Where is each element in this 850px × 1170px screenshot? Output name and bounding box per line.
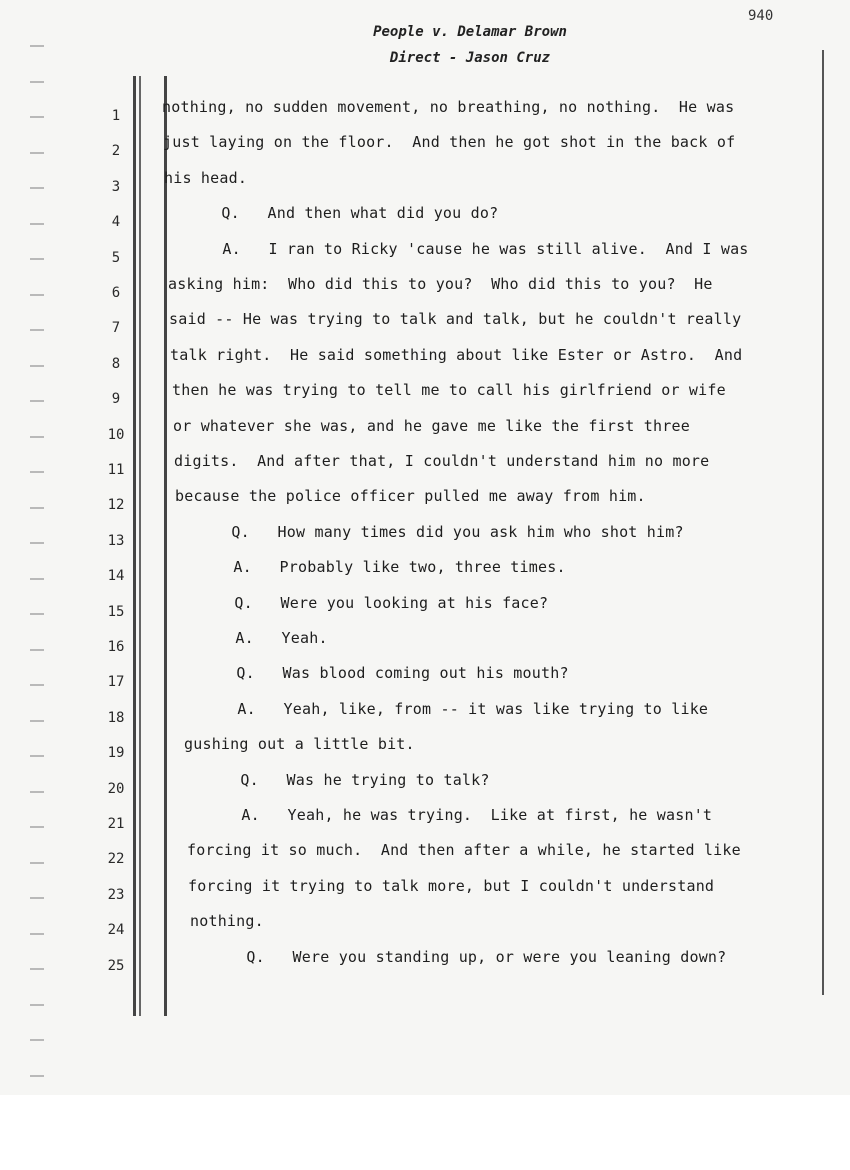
binding-tick <box>30 826 44 828</box>
binding-tick <box>30 329 44 331</box>
transcript-line: A. Probably like two, three times. <box>178 558 566 576</box>
binding-tick <box>30 45 44 47</box>
binding-tick <box>30 755 44 757</box>
line-number: 7 <box>111 320 121 336</box>
binding-tick <box>30 933 44 935</box>
binding-tick <box>30 258 44 260</box>
right-margin-rule <box>822 50 824 995</box>
transcript-line: digits. And after that, I couldn't understand him no more <box>174 452 710 470</box>
line-number: 11 <box>107 462 125 478</box>
line-number: 2 <box>111 143 121 159</box>
line-number: 15 <box>107 604 125 620</box>
transcript-line: A. Yeah. <box>180 629 328 647</box>
binding-tick <box>30 684 44 686</box>
transcript-line: Q. Was he trying to talk? <box>185 771 490 789</box>
transcript-line: talk right. He said something about like Ester or Astro. And <box>170 346 743 364</box>
line-number: 21 <box>107 816 125 832</box>
line-number: 13 <box>107 533 125 549</box>
transcript-line: asking him: Who did this to you? Who did this to you? He <box>168 275 713 293</box>
binding-tick <box>30 436 44 438</box>
transcript-line: Q. Were you standing up, or were you leaning down? <box>191 948 727 966</box>
examination-subtitle: Direct - Jason Cruz <box>389 50 551 66</box>
binding-tick <box>30 720 44 722</box>
line-number: 17 <box>107 674 125 690</box>
binding-tick <box>30 81 44 83</box>
binding-tick <box>30 897 44 899</box>
line-number: 14 <box>107 568 125 584</box>
binding-tick <box>30 791 44 793</box>
transcript-line: just laying on the floor. And then he got shot in the back of <box>163 133 736 151</box>
line-number: 25 <box>107 958 125 974</box>
binding-tick <box>30 187 44 189</box>
line-number: 4 <box>111 214 121 230</box>
transcript-line: nothing. <box>190 912 264 930</box>
transcript-line: or whatever she was, and he gave me like the first three <box>173 417 690 435</box>
transcript-line: Q. Were you looking at his face? <box>179 594 549 612</box>
binding-tick <box>30 862 44 864</box>
binding-tick <box>30 152 44 154</box>
transcript-line: A. I ran to Ricky 'cause he was still alive. And I was <box>167 240 749 258</box>
binding-tick <box>30 116 44 118</box>
transcript-line: Q. And then what did you do? <box>166 204 499 222</box>
transcript-line: because the police officer pulled me away from him. <box>175 487 646 505</box>
transcript-line: said -- He was trying to talk and talk, but he couldn't really <box>169 310 742 328</box>
binding-tick <box>30 968 44 970</box>
line-number: 23 <box>107 887 125 903</box>
transcript-line: forcing it trying to talk more, but I couldn't understand <box>188 877 715 895</box>
binding-tick <box>30 578 44 580</box>
binding-tick <box>30 1075 44 1077</box>
line-number: 6 <box>111 285 121 301</box>
transcript-line: A. Yeah, he was trying. Like at first, he wasn't <box>186 806 713 824</box>
line-number: 3 <box>111 179 121 195</box>
transcript-line: Q. Was blood coming out his mouth? <box>181 664 569 682</box>
transcript-line: his head. <box>164 169 248 187</box>
line-number: 5 <box>111 250 121 266</box>
binding-tick <box>30 649 44 651</box>
binding-tick <box>30 365 44 367</box>
binding-tick <box>30 542 44 544</box>
transcript-line: A. Yeah, like, from -- it was like trying to like <box>182 700 709 718</box>
transcript-line: nothing, no sudden movement, no breathing, no nothing. He was <box>162 98 735 116</box>
binding-tick <box>30 1039 44 1041</box>
line-number: 9 <box>111 391 121 407</box>
transcript-line: Q. How many times did you ask him who shot him? <box>176 523 684 541</box>
binding-tick <box>30 471 44 473</box>
left-margin-rule-inner <box>139 76 141 1016</box>
case-title: People v. Delamar Brown <box>373 24 567 40</box>
line-number: 10 <box>107 427 125 443</box>
line-number: 22 <box>107 851 125 867</box>
binding-tick <box>30 613 44 615</box>
line-number: 18 <box>107 710 125 726</box>
transcript-line: gushing out a little bit. <box>184 735 415 753</box>
line-number: 8 <box>111 356 121 372</box>
binding-tick <box>30 1004 44 1006</box>
line-number: 24 <box>107 922 125 938</box>
binding-tick <box>30 400 44 402</box>
transcript-line: forcing it so much. And then after a while, he started like <box>187 841 741 859</box>
line-number: 12 <box>107 497 125 513</box>
line-number: 19 <box>107 745 125 761</box>
page-number: 940 <box>748 8 774 24</box>
binding-tick <box>30 294 44 296</box>
line-number: 1 <box>111 108 121 124</box>
binding-tick <box>30 223 44 225</box>
scan-margin <box>0 1095 850 1170</box>
line-number: 16 <box>107 639 125 655</box>
line-number: 20 <box>107 781 125 797</box>
transcript-line: then he was trying to tell me to call his girlfriend or wife <box>172 381 726 399</box>
binding-tick <box>30 507 44 509</box>
